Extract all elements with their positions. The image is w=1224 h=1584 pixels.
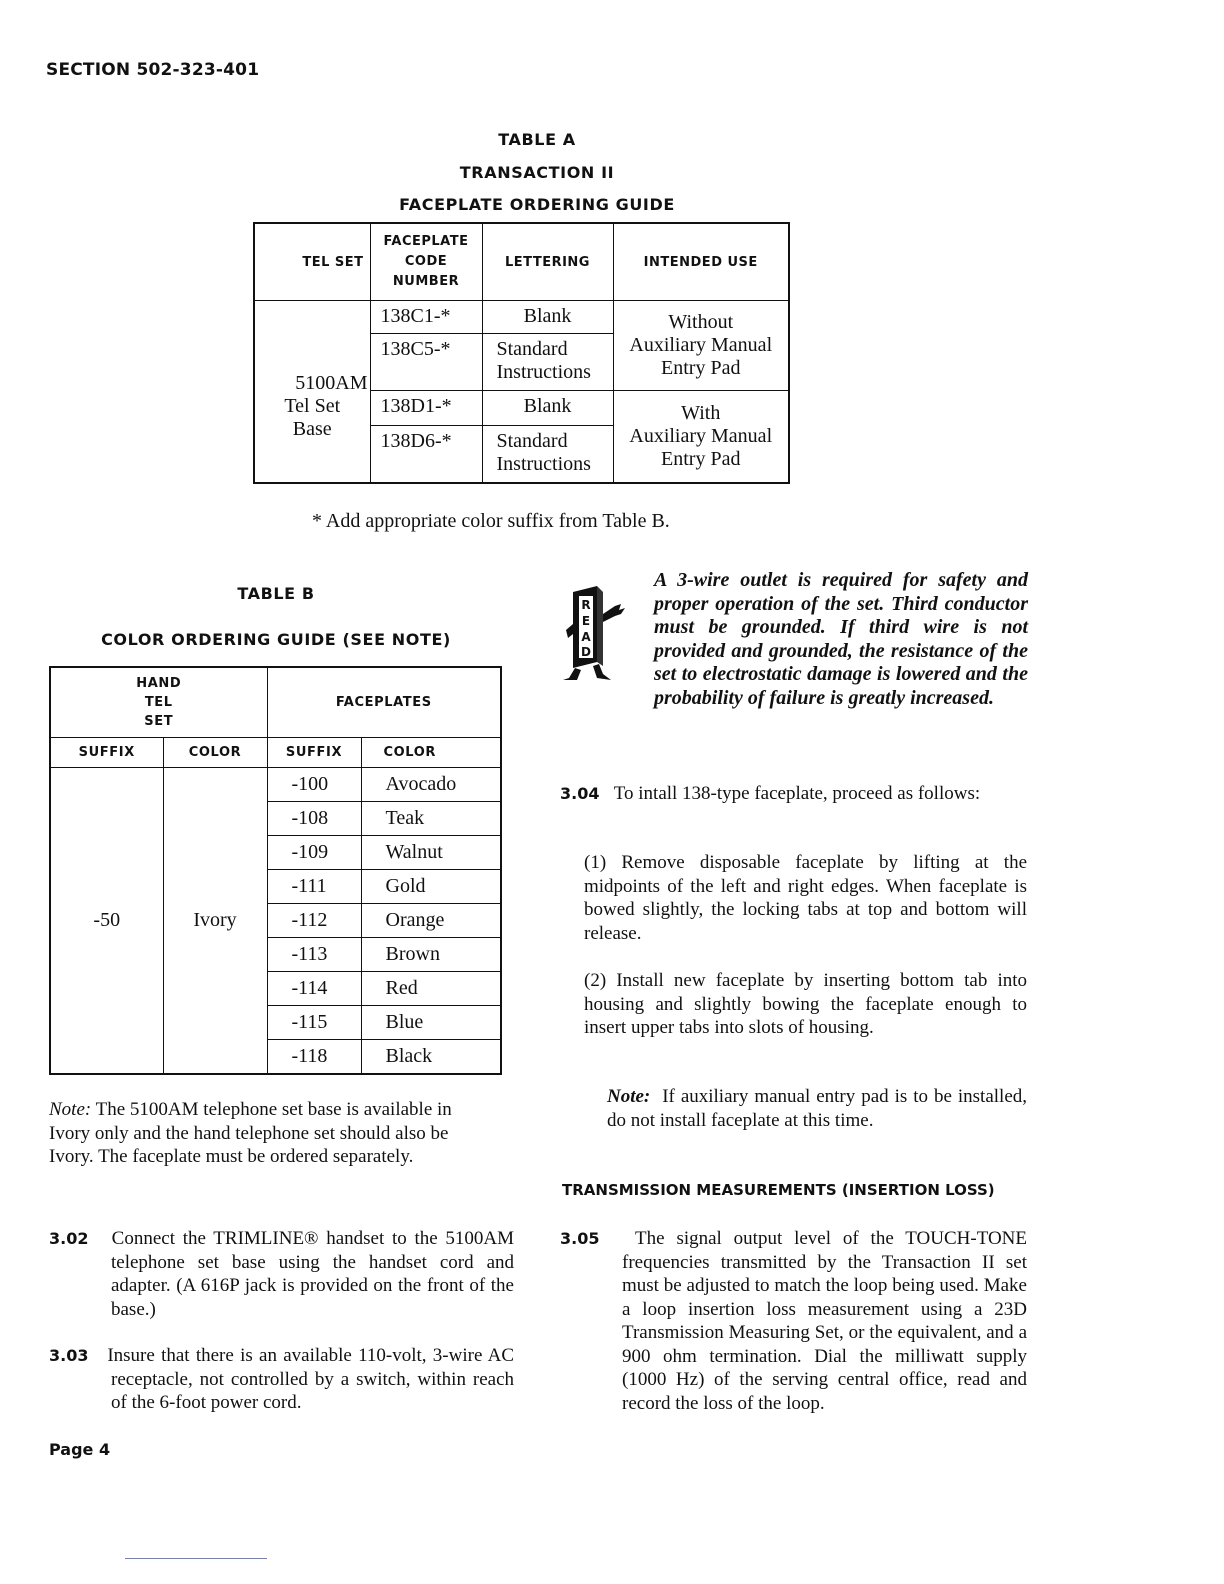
paragraph-3-02 <box>49 1227 514 1321</box>
use-line: Auxiliary Manual <box>629 334 773 356</box>
note-text: The 5100AM telephone set base is available in Ivory only and the hand telephone set should also be Ivory. The faceplate must be ordered separately. <box>49 1099 452 1167</box>
suffix-cell: -118 <box>267 1039 361 1074</box>
paragraph-3-03 <box>49 1344 514 1415</box>
code-cell: 138D1-* <box>370 391 482 426</box>
step-2 <box>584 969 1027 1040</box>
column-header: COLOR <box>163 737 267 767</box>
read-warning-icon <box>563 584 631 684</box>
table-b-title: TABLE B <box>237 584 315 603</box>
use-line: Without <box>668 311 734 333</box>
step-text: Remove disposable faceplate by lifting at the midpoints of the left and right edges. When faceplate is bowed slightly, the locking tabs at top and bottom will release. <box>584 852 1027 944</box>
hand-color-cell: Ivory <box>163 767 267 1074</box>
paragraph-number: 3.03 <box>49 1346 89 1365</box>
column-header: SUFFIX <box>267 737 361 767</box>
paragraph-3-05 <box>560 1227 1027 1415</box>
hand-suffix-cell: -50 <box>50 767 163 1074</box>
header-line: HAND <box>136 675 182 691</box>
paragraph-3-04 <box>560 782 1027 806</box>
install-note <box>607 1085 1027 1132</box>
color-cell: Black <box>361 1039 501 1074</box>
suffix-cell: -100 <box>267 767 361 801</box>
table-b-note <box>49 1098 479 1169</box>
color-cell: Walnut <box>361 835 501 869</box>
use-line: Entry Pad <box>661 357 741 379</box>
paragraph-number: 3.04 <box>560 784 600 803</box>
code-cell: 138C5-* <box>370 334 482 391</box>
svg-text:D: D <box>581 645 591 659</box>
step-number: (1) <box>584 852 607 873</box>
paragraph-text: The signal output level of the TOUCH-TONE frequencies transmitted by the Transaction II set must be adjusted to match the loop being used. Make a loop insertion loss measurement using a 23D Transmission Measuring Set, or the equivalent, and a 900 ohm termination. Dial the milliwatt supply (1000 Hz) of the serving central office, read and record the loss of the loop. <box>622 1228 1027 1414</box>
step-text: Install new faceplate by inserting bottom tab into housing and slightly bowing the faceplate enough to insert upper tabs into slots of housing. <box>584 970 1028 1038</box>
table-a-title: TABLE A <box>498 130 576 149</box>
intended-use-cell <box>613 301 789 391</box>
lettering-cell: Standard Instructions <box>482 334 613 391</box>
step-1 <box>584 851 1027 945</box>
tel-set-line: 5100AM <box>295 371 368 394</box>
note-text: If auxiliary manual entry pad is to be installed, do not install faceplate at this time. <box>607 1086 1028 1131</box>
table-a-caption: FACEPLATE ORDERING GUIDE <box>399 195 675 214</box>
column-header: FACEPLATE CODE NUMBER <box>370 223 482 301</box>
column-header: LETTERING <box>482 223 613 301</box>
lettering-cell: Blank <box>482 301 613 334</box>
header-line: TEL <box>144 694 173 710</box>
table-group-header-row <box>50 667 501 737</box>
color-cell: Brown <box>361 937 501 971</box>
code-cell: 138D6-* <box>370 426 482 483</box>
faceplates-header: FACEPLATES <box>267 667 501 737</box>
lettering-cell: Standard Instructions <box>482 426 613 483</box>
svg-text:R: R <box>581 598 591 612</box>
page-number: Page 4 <box>49 1440 111 1459</box>
hand-tel-set-header <box>50 667 267 737</box>
suffix-cell: -114 <box>267 971 361 1005</box>
note-label: Note: <box>49 1099 92 1120</box>
paragraph-text: To intall 138-type faceplate, proceed as follows: <box>613 783 981 804</box>
table-a-subtitle: TRANSACTION II <box>459 163 615 182</box>
table-a-footnote: * Add appropriate color suffix from Table B. <box>312 510 670 532</box>
step-number: (2) <box>584 970 607 991</box>
svg-text:E: E <box>581 614 591 628</box>
column-header: SUFFIX <box>50 737 163 767</box>
color-cell: Gold <box>361 869 501 903</box>
svg-text:A: A <box>581 630 591 644</box>
bottom-rule <box>125 1558 267 1559</box>
table-row <box>254 301 789 334</box>
column-header: COLOR <box>361 737 501 767</box>
color-cell: Blue <box>361 1005 501 1039</box>
section-header: SECTION 502-323-401 <box>46 60 260 80</box>
table-header-row <box>50 737 501 767</box>
use-line: With <box>681 401 721 424</box>
suffix-cell: -111 <box>267 869 361 903</box>
color-cell: Red <box>361 971 501 1005</box>
table-row <box>50 767 501 801</box>
paragraph-text: Insure that there is an available 110-volt, 3-wire AC receptacle, not controlled by a switch, within reach of the 6-foot power cord. <box>107 1345 514 1413</box>
suffix-cell: -113 <box>267 937 361 971</box>
lettering-cell: Blank <box>482 391 613 426</box>
color-cell: Avocado <box>361 767 501 801</box>
intended-use-cell <box>613 391 789 483</box>
color-cell: Orange <box>361 903 501 937</box>
note-label: Note: <box>607 1086 651 1107</box>
faceplate-ordering-table <box>253 222 790 484</box>
tel-set-line: Tel Set <box>284 394 341 417</box>
tel-set-cell <box>254 301 370 483</box>
section-heading: TRANSMISSION MEASUREMENTS (INSERTION LOSS) <box>562 1181 995 1199</box>
column-header: INTENDED USE <box>613 223 789 301</box>
suffix-cell: -112 <box>267 903 361 937</box>
suffix-cell: -108 <box>267 801 361 835</box>
suffix-cell: -115 <box>267 1005 361 1039</box>
use-line: Entry Pad <box>661 447 741 470</box>
paragraph-number: 3.02 <box>49 1229 89 1248</box>
column-header: TEL SET <box>254 223 370 301</box>
header-line: SET <box>144 713 174 729</box>
safety-warning: A 3-wire outlet is required for safety and proper operation of the set. Third conductor must be grounded. If third wire is not provided and grounded, the resistance of the set to electrostatic damage is lowered and the probability of failure is greatly increased. <box>654 569 1028 709</box>
tel-set-line: Base <box>292 417 332 440</box>
table-b-caption: COLOR ORDERING GUIDE (SEE NOTE) <box>101 630 451 649</box>
use-line: Auxiliary Manual <box>629 424 773 447</box>
suffix-cell: -109 <box>267 835 361 869</box>
paragraph-text: Connect the TRIMLINE® handset to the 5100AM telephone set base using the handset cord and adapter. (A 616P jack is provided on the front of the base.) <box>111 1228 515 1320</box>
color-cell: Teak <box>361 801 501 835</box>
code-cell: 138C1-* <box>370 301 482 334</box>
color-ordering-table <box>49 666 502 1075</box>
paragraph-number: 3.05 <box>560 1229 600 1248</box>
table-header-row <box>254 223 789 301</box>
